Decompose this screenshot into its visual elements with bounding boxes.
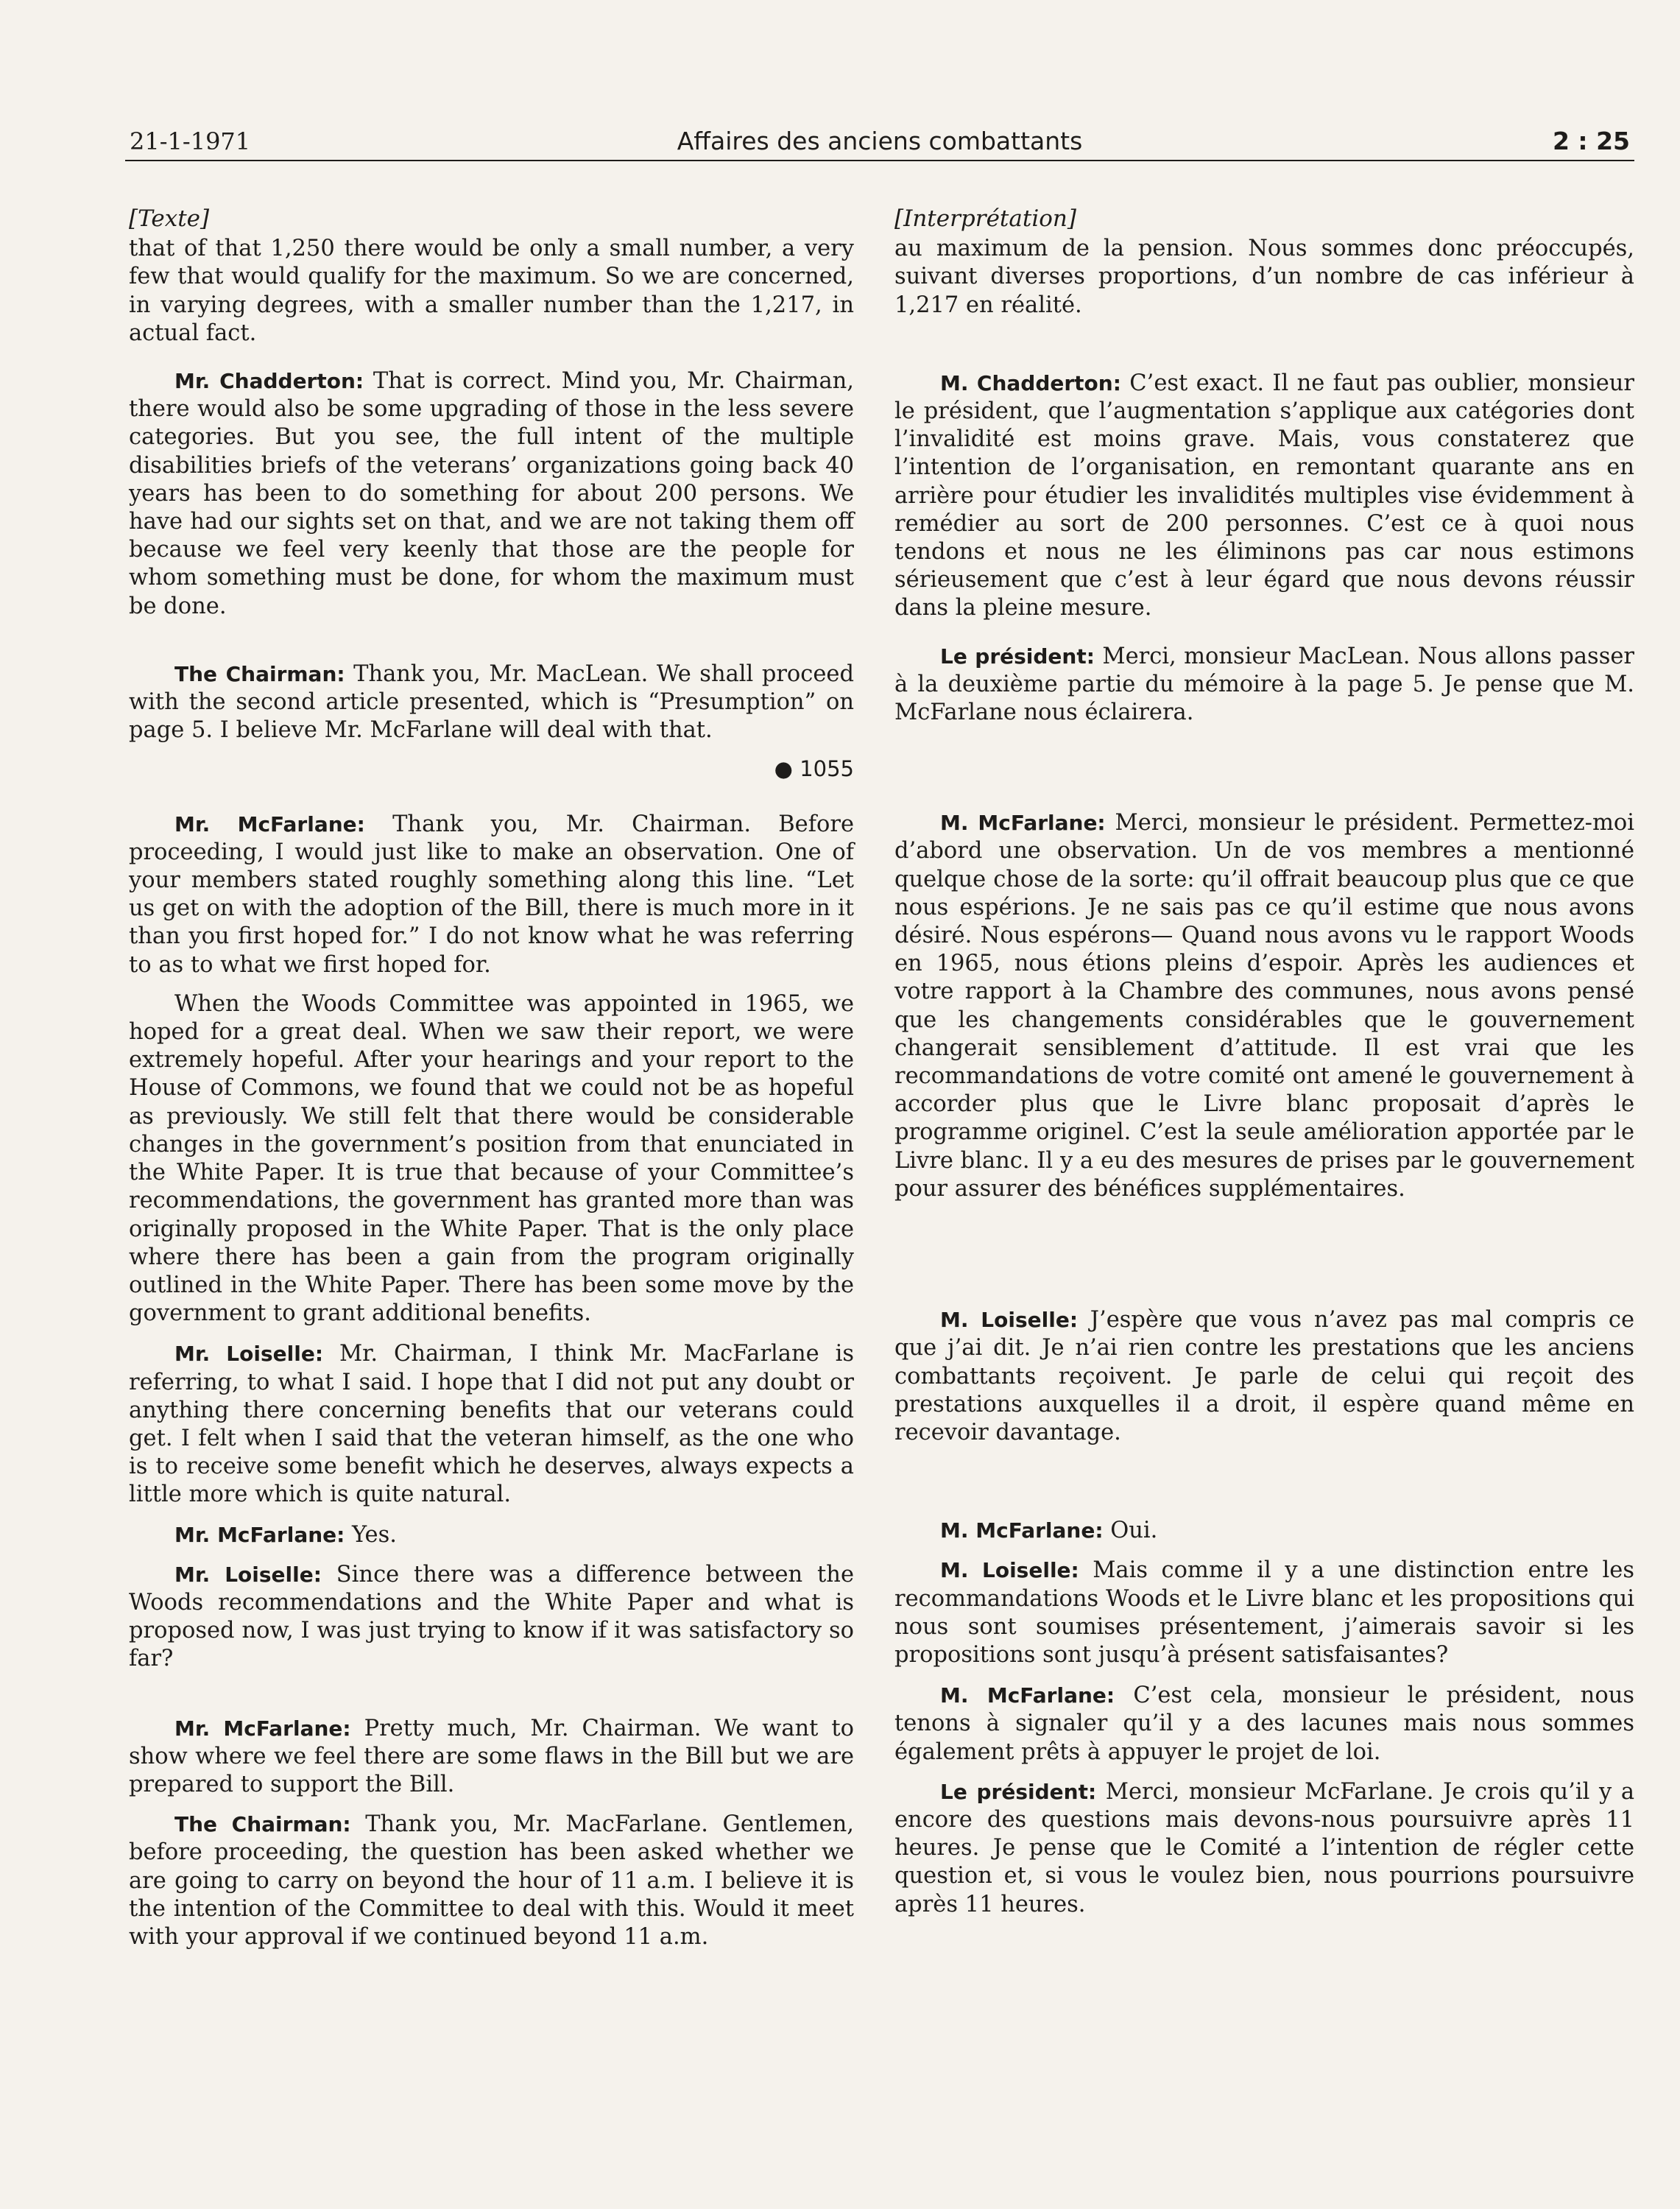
paragraph — [894, 643, 1634, 727]
speaker-name: M. McFarlane: — [940, 811, 1106, 836]
speech-text: Oui. — [1110, 1518, 1158, 1544]
english-column — [129, 205, 854, 1951]
speaker-name: Mr. Loiselle: — [174, 1342, 324, 1367]
paragraph: When the Woods Committee was appointed in 1965, we hoped for a great deal. When we saw their report, we were extremely hopeful. After your hearings and your report to the House of Commons, we found that we could not be as hopeful as previously. We still felt that there would be considerable changes in the government’s position from that enunciated in the White Paper. It is true that because of your Committee’s recommendations, the government has granted more than was originally proposed in the White Paper. That is the only place where there has been a gain from the program originally outlined in the White Paper. There has been some move by the government to grant additional benefits. — [129, 990, 854, 1327]
paragraph — [894, 1517, 1634, 1545]
paragraph — [129, 1340, 854, 1509]
speech-text: Merci, monsieur MacLean. Nous allons passer à la deuxième partie du mémoire à la page 5. Je pense que M. McFarlane nous éclairera. — [894, 643, 1634, 726]
paragraph: that of that 1,250 there would be only a small number, a very few that would qualify for the maximum. So we are concerned, in varying degrees, with a smaller number than the 1,217, in actual fact. — [129, 236, 854, 346]
column-marker: [Interprétation] — [894, 205, 1076, 232]
speaker-name: Mr. McFarlane: — [174, 811, 365, 836]
speech-text: C’est cela, monsieur le président, nous tenons à signaler qu’il y a des lacunes mais nous sommes également prêts à appuyer le projet de loi. — [894, 1683, 1634, 1765]
speech-text: Mr. Chairman, I think Mr. MacFarlane is referring, to what I said. I hope that I did not put any doubt or anything there concerning benefits that our veterans could get. I felt when I said that the veteran himself, as the one who is to receive some benefit which he deserves, always expects a little more which is quite natural. — [129, 1341, 854, 1508]
french-column — [894, 205, 1634, 1919]
paragraph — [129, 1521, 854, 1549]
paragraph: au maximum de la pension. Nous sommes donc préoccupés, suivant diverses proportions, d’un nombre de cas inférieur à 1,217 en réalité. — [894, 236, 1634, 318]
speaker-name: Mr. Loiselle: — [174, 1562, 322, 1587]
speech-text: Yes. — [352, 1521, 397, 1548]
paragraph — [894, 1306, 1634, 1447]
speaker-name: M. Loiselle: — [940, 1558, 1079, 1583]
paragraph — [129, 1811, 854, 1951]
header-rule — [125, 160, 1634, 161]
paragraph — [894, 1557, 1634, 1669]
paragraph — [129, 367, 854, 621]
speaker-name: Mr. McFarlane: — [174, 1716, 351, 1741]
speech-text: Merci, monsieur le président. Permettez-moi d’abord une observation. Un de vos membres a mentionné quelque chose de la sorte: qu’il offrait beaucoup plus que ce que nous espérions. Je ne sais pas ce qu’il estime que nous avons désiré. Nous espérons— Quand nous avons vu le rapport Woods en 1965, nous étions pleins d’espoir. Après les audiences et votre rapport à la Chambre des communes, nous avons pensé que les changements considérables que le gouvernement changerait sensiblement d’attitude. Il est vrai que les recommandations de votre comité ont amené le gouvernement à accorder plus que le Livre blanc proposait d’après le programme originel. C’est la seule amélioration apportée par le Livre blanc. Il y a eu des mesures de prises par le gouvernement pour assurer des bénéfices supplémentaires. — [894, 810, 1634, 1202]
running-header — [125, 124, 1634, 159]
paragraph — [129, 1715, 854, 1800]
speaker-name: M. Loiselle: — [940, 1308, 1079, 1333]
speech-text: Thank you, Mr. MacLean. We shall proceed with the second article presented, which is “Presumption” on page 5. I believe Mr. McFarlane will deal with that. — [129, 660, 854, 744]
speaker-name: Le président: — [940, 1779, 1097, 1804]
speech-text: Since there was a difference between the Woods recommendations and the White Paper and what is proposed now, I was just trying to know if it was satisfactory so far? — [129, 1561, 854, 1672]
speaker-name: M. McFarlane: — [940, 1683, 1115, 1708]
time-marker: ● 1055 — [774, 756, 854, 782]
speaker-name: The Chairman: — [174, 1812, 351, 1837]
speech-text: Thank you, Mr. MacFarlane. Gentlemen, before proceeding, the question has been asked whether we are going to carry on beyond the hour of 11 a.m. I believe it is the intention of the Committee to deal with this. Would it meet with your approval if we continued beyond 11 a.m. — [129, 1811, 854, 1950]
page-date: 21-1-1971 — [130, 127, 251, 155]
speech-text: That is correct. Mind you, Mr. Chairman, there would also be some upgrading of those in the less severe categories. But you see, the full intent of the multiple disabilities briefs of the veterans’ organizations going back 40 years has been to do something for about 200 persons. We have had our sights set on that, and we are not taking them off because we feel very keenly that those are the people for whom something must be done, for whom the maximum must be done. — [129, 368, 855, 619]
speech-text: C’est exact. Il ne faut pas oublier, monsieur le président, que l’augmentation s’applique aux catégories dont l’invalidité est moins grave. Mais, vous constaterez que l’intention de l’organisation, en remontant quarante ans en arrière pour étudier les invalidités multiples vise évidemment à remédier au sort de 200 personnes. C’est ce à quoi nous tendons et nous ne les éliminons pas car nous estimons sérieusement que c’est à leur égard que nous devons réussir dans la pleine mesure. — [894, 370, 1634, 621]
speaker-name: Mr. Chadderton: — [174, 369, 364, 394]
paragraph — [894, 1778, 1634, 1919]
speech-text: Pretty much, Mr. Chairman. We want to show where we feel there are some flaws in the Bill but we are prepared to support the Bill. — [129, 1715, 855, 1797]
paragraph — [894, 370, 1634, 623]
paragraph — [129, 811, 854, 979]
paragraph — [894, 1682, 1634, 1766]
paragraph — [129, 1561, 854, 1674]
speaker-name: M. Chadderton: — [940, 370, 1121, 395]
speech-text: Mais comme il y a une distinction entre les recommandations Woods et le Livre blanc et les propositions qui nous sont soumises présentement, j’aimerais savoir si les propositions sont jusqu’à présent satisfaisantes? — [894, 1557, 1635, 1668]
page-number: 2 : 25 — [1552, 127, 1630, 155]
paragraph — [129, 660, 854, 745]
paragraph — [894, 809, 1634, 1203]
speaker-name: Le président: — [940, 644, 1095, 669]
speaker-name: M. McFarlane: — [940, 1518, 1104, 1543]
page-title: Affaires des anciens combattants — [677, 127, 1083, 155]
speech-text: Thank you, Mr. Chairman. Before proceeding, I would just like to make an observation. One of your members stated roughly something along this line. “Let us get on with the adoption of the Bill, there is much more in it than you first hoped for.” I do not know what he was referring to as to what we first hoped for. — [129, 811, 854, 978]
column-marker: [Texte] — [129, 205, 210, 232]
speaker-name: Mr. McFarlane: — [174, 1522, 345, 1547]
speaker-name: The Chairman: — [174, 661, 345, 686]
speech-text: J’espère que vous n’avez pas mal compris ce que j’ai dit. Je n’ai rien contre les prestations que les anciens combattants reçoivent. Je parle de celui qui reçoit des prestations auxquelles il a droit, il espère quand même en recevoir davantage. — [894, 1307, 1634, 1445]
speech-text: Merci, monsieur McFarlane. Je crois qu’il y a encore des questions mais devons-nous poursuivre après 11 heures. Je pense que le Comité a l’intention de régler cette question et, si vous le voulez bien, nous pourrions poursuivre après 11 heures. — [894, 1778, 1634, 1917]
